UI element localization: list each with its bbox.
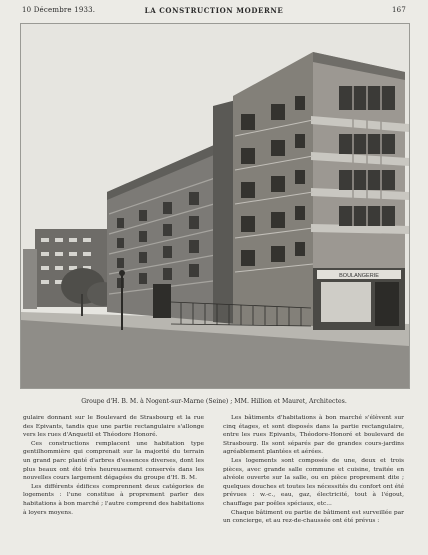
shopfront <box>313 268 405 330</box>
journal-title: LA CONSTRUCTION MODERNE <box>144 6 284 15</box>
page-number: 167 <box>392 6 406 14</box>
page-header <box>22 6 406 18</box>
header-date: 10 Décembre 1933. <box>22 6 96 14</box>
photo-caption: Groupe d'H. B. M. à Nogent-sur-Marne (Seine) ; MM. Hillion et Mauret, Architectes. <box>81 398 347 405</box>
paragraph: Les logements sont composés de une, deux et trois pièces, avec grande salle commune et cuisine, traitée en alvéole ouverte sur la salle, ou en pièce proprement dite ; quelques douches et toutes les nécessités du confort ont été prévues : w.-c., eau, gaz, électricité, tout à l'égout, chauffage par poêles spéciaux, etc... <box>223 457 404 507</box>
text-column-right <box>223 414 404 526</box>
paragraph: gulaire donnant sur le Boulevard de Strasbourg et la rue des Epivants, tandis que une partie rectangulaire s'allonge vers les rues d'Anquetil et Théodore Honoré. <box>23 415 204 439</box>
paragraph: Les bâtiments d'habitations à bon marché s'élèvent sur cinq étages, et sont disposés dans la partie rectangulaire, entre les rues Epivants, Théodore-Honoré et boulevard de Strasbourg. Ils sont séparés par de grandes cours-jardins agréablement plantées et aérées. <box>223 415 404 456</box>
paragraph: Ces constructions remplacent une habitation type gentilhommière qui comprenait sur la majorité du terrain un grand parc planté d'arbres d'essences diverses, dont les plus beaux ont été très heureusement conservés dans les nouvelles cours largement dégagées du groupe d'H. B. M. <box>23 440 204 482</box>
paragraph: Chaque bâtiment ou partie de bâtiment est surveillée par un concierge, et au rez-de-chaussée ont été prévus : <box>223 509 404 525</box>
paragraph: Les différents édifices comprennent deux catégories de logements : l'une constitue à proprement parler des habitations à bon marché ; l'autre comprend des habitations à loyers moyens. <box>23 483 204 516</box>
shop-sign: BOULANGERIE <box>339 273 379 279</box>
text-column-left <box>23 414 204 517</box>
building-photograph <box>20 23 410 389</box>
